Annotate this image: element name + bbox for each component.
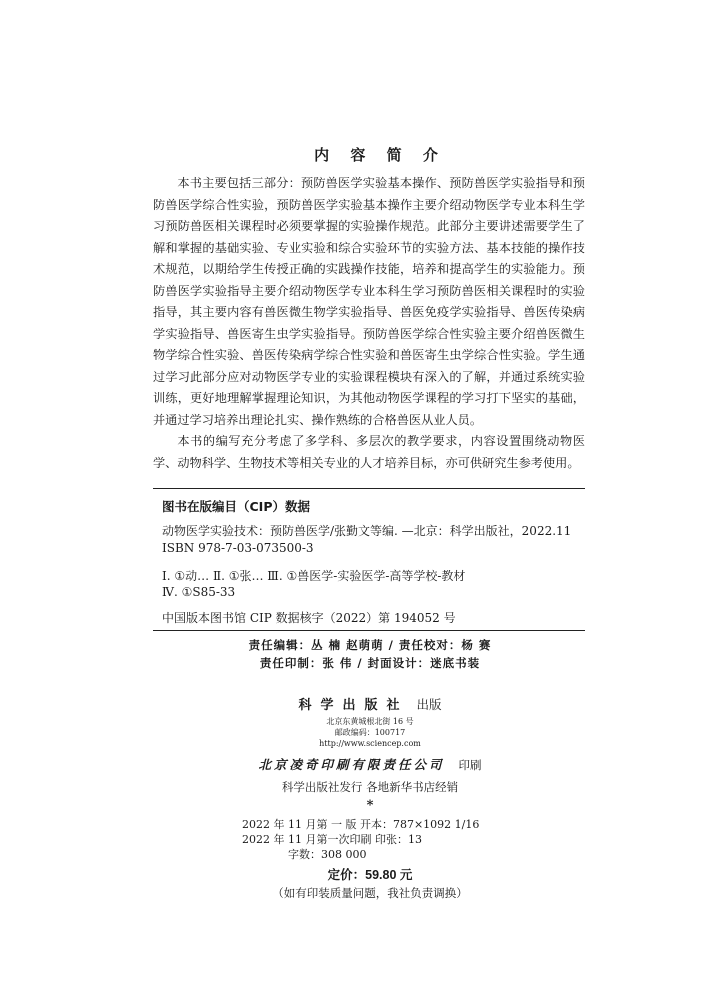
printer-name: 北京凌奇印刷有限责任公司 [258,757,445,772]
publisher-line [0,694,720,713]
printing-line: 2022 年 11 月第一次印刷 印张：13 [242,833,422,846]
printer-line [0,754,720,773]
publisher-logo: 科学出版社 [298,698,409,713]
publisher-url: http://www.sciencep.com [319,739,421,748]
distribution-line: 科学出版社发行 各地新华书店经销 [281,780,459,794]
word-count-line: 字数：308 000 [288,848,367,861]
intro-text [153,173,585,474]
printer-suffix: 印刷 [458,758,482,772]
intro-paragraph-2: 本书的编写充分考虑了多学科、多层次的教学要求，内容设置围绕动物医学、动物科学、生物技术等相关专业的人才培养目标，亦可供研究生参考使用。 [153,434,585,470]
divider-bottom [153,630,585,631]
cip-isbn: ISBN 978-7-03-073500-3 [162,541,314,555]
edition-line: 2022 年 11 月第 一 版 开本：787×1092 1/16 [242,818,480,831]
intro-paragraph-1: 本书主要包括三部分：预防兽医学实验基本操作、预防兽医学实验指导和预防兽医学综合性实验，预防兽医学实验基本操作主要介绍动物医学专业本科生学习预防兽医相关课程时必须要掌握的实验操作规范。此部分主要讲述需要学生了解和掌握的基础实验、专业实验和综合实验环节的实验方法、基本技能的操作技术规范，以期给学生传授正确的实践操作技能，培养和提高学生的实验能力。预防兽医学实验指导主要介绍动物医学专业本科生学习预防兽医相关课程时的实验指导，其主要内容有兽医微生物学实验指导、兽医免疫学实验指导、兽医传染病学实验指导、兽医寄生虫学实验指导。预防兽医学综合性实验主要介绍兽医微生物学综合性实验、兽医传染病学综合性实验和兽医寄生虫学综合性实验。学生通过学习此部分应对动物医学专业的实验课程模块有深入的了解，并通过系统实验训练，更好地理解掌握理论知识，为其他动物医学课程的学习打下坚实的基础，并通过学习培养出理论扎实、操作熟练的合格兽医从业人员。 [153,176,585,427]
cip-heading: 图书在版编目（CIP）数据 [162,499,310,514]
publisher-postcode: 邮政编码：100717 [334,728,406,737]
price-line [0,864,720,883]
cip-record-number: 中国版本图书馆 CIP 数据核字（2022）第 194052 号 [162,611,456,625]
credits-production: 责任印制：张 伟 / 封面设计：迷底书装 [259,656,481,670]
publisher-suffix: 出版 [416,697,442,712]
publisher-address: 北京东黄城根北街 16 号 [326,717,414,726]
cip-classification-1: Ⅰ. ①动… Ⅱ. ①张… Ⅲ. ①兽医学-实验医学-高等学校-教材 [162,569,466,583]
separator-star: * [366,798,374,813]
cip-classification-2: Ⅳ. ①S85-33 [162,585,236,599]
price-value: 59.80 元 [365,868,413,882]
divider-top [153,488,585,489]
price-label: 定价： [327,867,366,882]
credits-editors: 责任编辑：丛 楠 赵萌萌 / 责任校对：杨 赛 [248,638,492,652]
page-title: 内 容 简 介 [314,146,446,164]
quality-notice: （如有印装质量问题，我社负责调换） [272,886,468,900]
cip-bibliographic-line: 动物医学实验技术：预防兽医学/张勤文等编. —北京：科学出版社，2022.11 [162,524,572,538]
